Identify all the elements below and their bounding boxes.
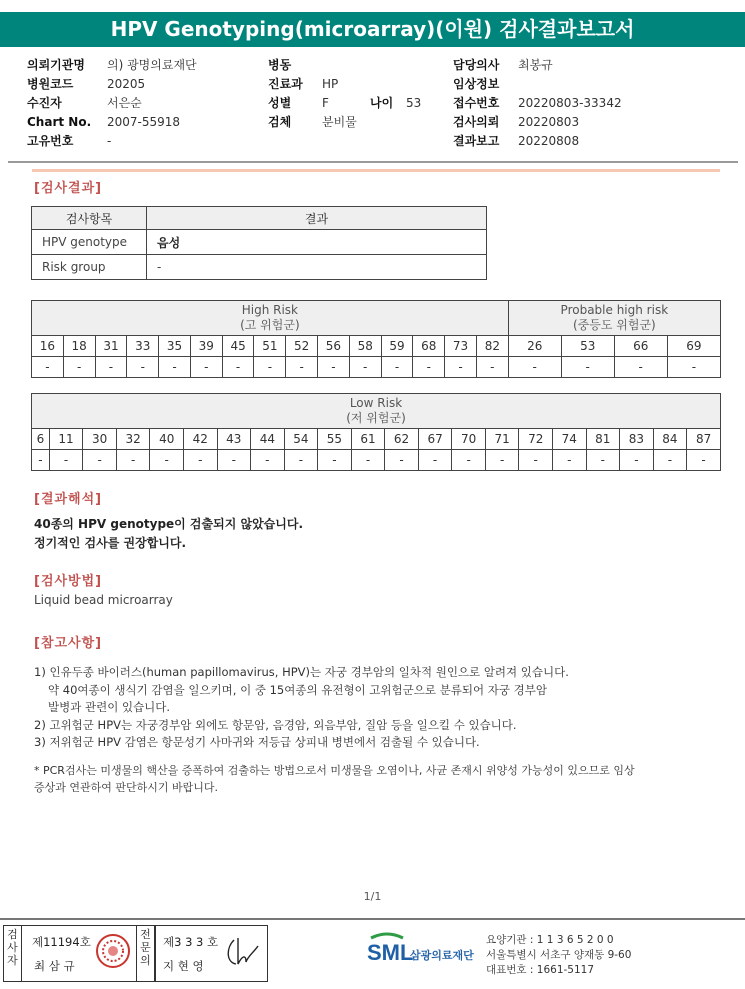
genotype-cell: 32 <box>116 429 150 450</box>
genotype-cell: 70 <box>452 429 486 450</box>
chart-no-value: 2007-55918 <box>107 115 181 129</box>
method-heading: [검사방법] <box>34 574 103 589</box>
result-item: Risk group <box>32 255 147 280</box>
department-value: HP <box>322 77 339 91</box>
verifier-label: 전문의 <box>137 926 155 981</box>
low-risk-band <box>32 394 721 429</box>
verifier-name: 지 현 영 <box>163 959 204 973</box>
verifier-id: 제3 3 3 호 <box>163 935 219 949</box>
genotype-result-cell: - <box>32 357 64 378</box>
genotype-cell: 31 <box>95 336 127 357</box>
genotype-result-cell: - <box>254 357 286 378</box>
genotype-cell: 53 <box>561 336 614 357</box>
report-date-value: 20220808 <box>518 134 580 148</box>
pcr-note <box>34 762 635 796</box>
specimen-label: 검체 <box>268 115 292 129</box>
header-divider <box>8 161 738 163</box>
patient-value: 서은순 <box>107 96 142 110</box>
age-label: 나이 <box>370 96 394 110</box>
genotype-cell: 42 <box>183 429 217 450</box>
pcr-note-line: * PCR검사는 미생물의 핵산을 증폭하여 검출하는 방법으로서 미생물을 오염이나, 사균 존재시 위양성 가능성이 있으므로 임상 <box>34 764 635 777</box>
pcr-note-line: 증상과 연관하여 판단하시기 바랍니다. <box>34 781 219 794</box>
genotype-result-cell: - <box>614 357 667 378</box>
signature-box <box>3 925 268 982</box>
genotype-result-cell: - <box>318 357 350 378</box>
request-date-label: 검사의뢰 <box>453 115 500 129</box>
hospital-label: 의뢰기관명 <box>27 58 85 72</box>
genotype-cell: 72 <box>519 429 553 450</box>
genotype-cell: 51 <box>254 336 286 357</box>
note-line: 3) 저위험군 HPV 감염은 항문성기 사마귀와 저등급 상피내 병변에서 검출될 수 있습니다. <box>34 735 480 749</box>
genotype-result-cell: - <box>63 357 95 378</box>
genotype-cell: 68 <box>413 336 445 357</box>
genotype-result-cell: - <box>318 450 352 471</box>
result-heading: [검사결과] <box>34 181 103 196</box>
genotype-result-cell: - <box>351 450 385 471</box>
header-col2 <box>268 56 421 132</box>
genotype-result-cell: - <box>190 357 222 378</box>
genotype-cell: 56 <box>318 336 350 357</box>
note-line: 2) 고위험군 HPV는 자궁경부암 외에도 항문암, 음경암, 외음부암, 질암 등을 일으킬 수 있습니다. <box>34 717 517 732</box>
seal-icon <box>98 936 128 966</box>
hospital-code-label: 병원코드 <box>27 77 74 91</box>
genotype-result-cell: - <box>127 357 159 378</box>
genotype-result-cell: - <box>413 357 445 378</box>
result-table <box>31 206 487 280</box>
genotype-result-cell: - <box>286 357 318 378</box>
genotype-cell: 16 <box>32 336 64 357</box>
header-col3 <box>453 56 622 151</box>
genotype-result-cell: - <box>83 450 117 471</box>
genotype-result-cell: - <box>586 450 620 471</box>
probable-risk-label: Probable high risk <box>560 303 669 317</box>
doctor-label: 담당의사 <box>453 58 500 72</box>
genotype-result-cell: - <box>667 357 720 378</box>
sex-label: 성별 <box>268 96 292 110</box>
genotype-cell: 44 <box>251 429 285 450</box>
genotype-result-cell: - <box>519 450 553 471</box>
genotype-cell: 82 <box>476 336 508 357</box>
genotype-cell: 45 <box>222 336 254 357</box>
interpretation-text <box>34 515 303 553</box>
genotype-result-cell: - <box>620 450 654 471</box>
genotype-result-cell: - <box>284 450 318 471</box>
genotype-result-cell: - <box>485 450 519 471</box>
genotype-result-cell: - <box>251 450 285 471</box>
genotype-cell: 26 <box>508 336 561 357</box>
request-date-value: 20220803 <box>518 115 580 129</box>
genotype-cell: 58 <box>349 336 381 357</box>
header-col1 <box>27 56 197 151</box>
genotype-cell: 84 <box>653 429 687 450</box>
note-line: 약 40여종이 생식기 감염을 일으키며, 이 중 15여종의 유전형이 고위험군으로 분류되어 자궁 경부암 <box>48 682 547 697</box>
genotype-result-cell: - <box>349 357 381 378</box>
notes-heading: [참고사항] <box>34 636 103 651</box>
sml-org-name: 삼광의료재단 <box>410 949 474 962</box>
genotype-cell: 30 <box>83 429 117 450</box>
result-item: HPV genotype <box>32 230 147 255</box>
specimen-value: 분비물 <box>322 115 357 129</box>
chart-no-label: Chart No. <box>27 115 92 129</box>
patient-label: 수진자 <box>27 96 62 110</box>
genotype-cell: 33 <box>127 336 159 357</box>
high-risk-band <box>32 301 509 336</box>
genotype-cell: 81 <box>586 429 620 450</box>
low-risk-types-row <box>32 429 721 450</box>
genotype-result-cell: - <box>445 357 477 378</box>
genotype-result-cell: - <box>476 357 508 378</box>
hospital-value: 의) 광명의료재단 <box>107 58 197 72</box>
genotype-result-cell: - <box>508 357 561 378</box>
genotype-cell: 43 <box>217 429 251 450</box>
genotype-cell: 66 <box>614 336 667 357</box>
institution-code: 요양기관 : 1 1 3 6 5 2 0 0 <box>486 934 614 946</box>
footer-info <box>486 933 631 978</box>
genotype-cell: 74 <box>553 429 587 450</box>
genotype-cell: 52 <box>286 336 318 357</box>
high-risk-label: High Risk <box>241 303 298 317</box>
genotype-result-cell: - <box>381 357 413 378</box>
genotype-result-cell: - <box>183 450 217 471</box>
footer-divider <box>0 918 745 920</box>
interpretation-line: 정기적인 검사를 권장합니다. <box>34 536 187 550</box>
genotype-result-cell: - <box>687 450 721 471</box>
high-risk-types-row <box>32 336 721 357</box>
notes-list <box>34 664 569 752</box>
table-row <box>32 230 487 255</box>
genotype-result-cell: - <box>418 450 452 471</box>
genotype-result-cell: - <box>159 357 191 378</box>
accession-label: 접수번호 <box>453 96 500 110</box>
genotype-result-cell: - <box>150 450 184 471</box>
tester-id: 제11194호 <box>32 935 91 949</box>
genotype-cell: 62 <box>385 429 419 450</box>
result-header-result: 결과 <box>147 207 487 230</box>
high-risk-table <box>31 300 721 378</box>
age-value: 53 <box>406 96 422 110</box>
tester-name: 최 삼 규 <box>34 959 75 973</box>
result-value: 음성 <box>147 230 487 255</box>
probable-risk-sublabel: (중등도 위험군) <box>572 318 656 332</box>
sml-logo-icon <box>365 930 480 970</box>
genotype-cell: 39 <box>190 336 222 357</box>
genotype-result-cell: - <box>95 357 127 378</box>
genotype-cell: 55 <box>318 429 352 450</box>
genotype-cell: 87 <box>687 429 721 450</box>
genotype-cell: 83 <box>620 429 654 450</box>
genotype-result-cell: - <box>385 450 419 471</box>
low-risk-label: Low Risk <box>349 396 403 410</box>
report-date-label: 결과보고 <box>453 134 500 148</box>
hospital-code-value: 20205 <box>107 77 146 91</box>
ward-label: 병동 <box>268 58 292 72</box>
genotype-cell: 67 <box>418 429 452 450</box>
report-title: HPV Genotyping(microarray)(이원) 검사결과보고서 <box>0 12 745 47</box>
tester-label: 검사자 <box>4 926 22 981</box>
unique-id-value: - <box>107 134 112 148</box>
accession-value: 20220803-33342 <box>518 96 622 110</box>
section-divider <box>32 169 720 172</box>
handwritten-signature-icon <box>224 934 264 970</box>
genotype-cell: 69 <box>667 336 720 357</box>
sml-logo <box>365 930 480 973</box>
phone: 대표번호 : 1661-5117 <box>486 964 595 976</box>
genotype-result-cell: - <box>217 450 251 471</box>
clinical-info-label: 임상정보 <box>453 77 500 91</box>
genotype-result-cell: - <box>32 450 50 471</box>
note-line: 발병과 관련이 있습니다. <box>48 700 171 714</box>
genotype-result-cell: - <box>222 357 254 378</box>
high-risk-values-row <box>32 357 721 378</box>
probable-risk-band <box>508 301 720 336</box>
signature-separator <box>155 926 156 981</box>
method-text: Liquid bead microarray <box>34 593 173 607</box>
low-risk-values-row <box>32 450 721 471</box>
genotype-result-cell: - <box>452 450 486 471</box>
genotype-result-cell: - <box>561 357 614 378</box>
low-risk-table <box>31 393 721 471</box>
genotype-cell: 11 <box>49 429 83 450</box>
result-header-item: 검사항목 <box>32 207 147 230</box>
genotype-result-cell: - <box>553 450 587 471</box>
seal-stamp <box>96 934 130 968</box>
genotype-cell: 73 <box>445 336 477 357</box>
genotype-cell: 59 <box>381 336 413 357</box>
page-number: 1/1 <box>363 890 382 903</box>
genotype-result-cell: - <box>653 450 687 471</box>
table-row <box>32 255 487 280</box>
note-line: 1) 인유두종 바이러스(human papillomavirus, HPV)는 자궁 경부암의 일차적 원인으로 알려져 있습니다. <box>34 665 569 679</box>
genotype-cell: 18 <box>63 336 95 357</box>
genotype-cell: 54 <box>284 429 318 450</box>
interpretation-heading: [결과해석] <box>34 492 103 507</box>
genotype-cell: 6 <box>32 429 50 450</box>
unique-id-label: 고유번호 <box>27 134 74 148</box>
doctor-value: 최봉규 <box>518 58 553 72</box>
result-value: - <box>147 255 487 280</box>
genotype-cell: 35 <box>159 336 191 357</box>
genotype-result-cell: - <box>49 450 83 471</box>
high-risk-sublabel: (고 위험군) <box>240 318 300 332</box>
genotype-cell: 71 <box>485 429 519 450</box>
genotype-cell: 40 <box>150 429 184 450</box>
department-label: 진료과 <box>268 77 303 91</box>
address: 서울특별시 서초구 양재동 9-60 <box>486 949 632 961</box>
low-risk-sublabel: (저 위험군) <box>346 411 406 425</box>
interpretation-line: 40종의 HPV genotype이 검출되지 않았습니다. <box>34 517 304 531</box>
genotype-cell: 61 <box>351 429 385 450</box>
genotype-result-cell: - <box>116 450 150 471</box>
sml-logo-text: SML <box>367 940 414 965</box>
sex-value: F <box>322 96 329 110</box>
